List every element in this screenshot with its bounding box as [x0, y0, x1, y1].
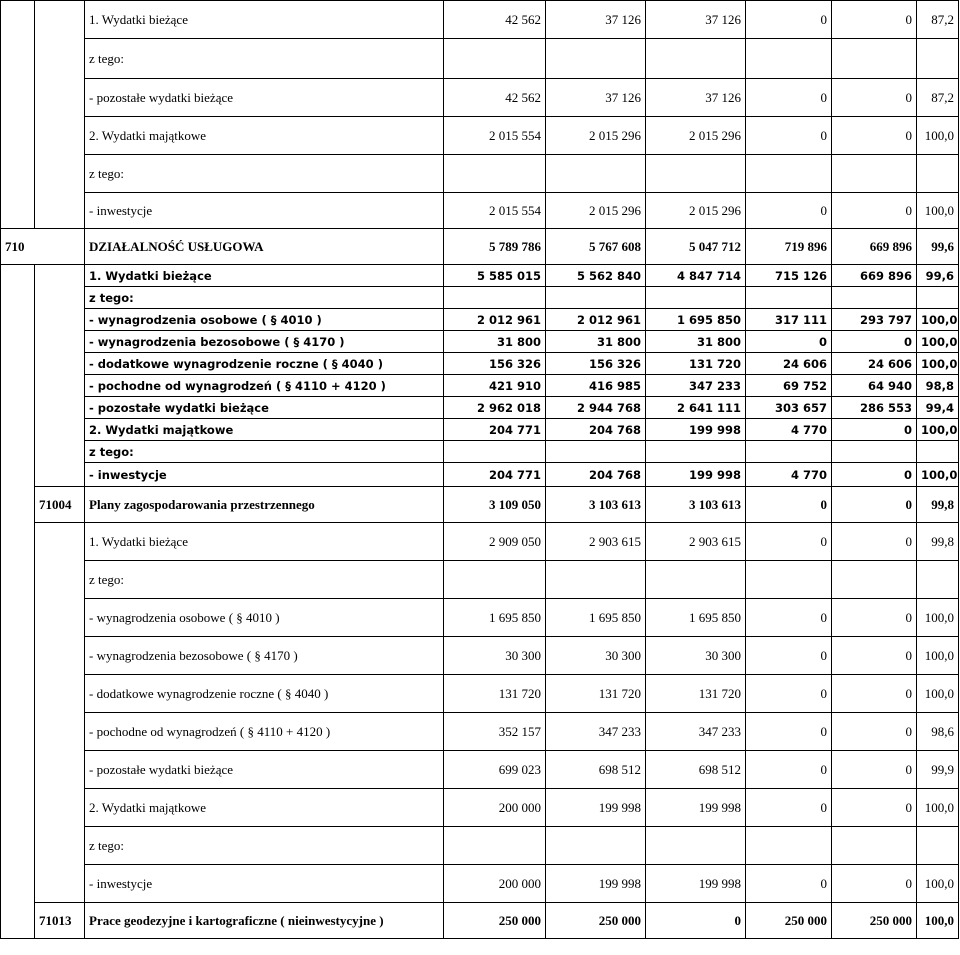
section-cell [35, 375, 85, 397]
value-col-6: 87,2 [917, 1, 959, 39]
value-col-3 [646, 827, 746, 865]
item-description: - pochodne od wynagrodzeń ( § 4110 + 4120 ) [85, 713, 444, 751]
value-col-2: 199 998 [546, 865, 646, 903]
table-row [1, 155, 959, 193]
value-col-5: 286 553 [832, 397, 917, 419]
value-col-2 [546, 561, 646, 599]
section-cell [35, 441, 85, 463]
value-col-5: 0 [832, 675, 917, 713]
value-col-6: 100,0 [917, 331, 959, 353]
item-description: 2. Wydatki majątkowe [85, 419, 444, 441]
item-description: 1. Wydatki bieżące [85, 523, 444, 561]
chapter-cell [1, 309, 35, 331]
value-col-4: 0 [746, 637, 832, 675]
value-col-2: 2 903 615 [546, 523, 646, 561]
value-col-2: 2 012 961 [546, 309, 646, 331]
value-col-4: 0 [746, 331, 832, 353]
value-col-6: 100,0 [917, 675, 959, 713]
table-row [1, 397, 959, 419]
value-col-1 [444, 287, 546, 309]
value-col-2: 2 015 296 [546, 193, 646, 229]
chapter-cell [1, 79, 35, 117]
value-col-6: 100,0 [917, 789, 959, 827]
item-description: z tego: [85, 441, 444, 463]
value-col-5: 0 [832, 751, 917, 789]
value-col-6: 100,0 [917, 865, 959, 903]
value-col-1: 42 562 [444, 79, 546, 117]
table-row [1, 487, 959, 523]
section-cell [35, 675, 85, 713]
value-col-2: 1 695 850 [546, 599, 646, 637]
value-col-3: 31 800 [646, 331, 746, 353]
value-col-3: 1 695 850 [646, 309, 746, 331]
item-description: z tego: [85, 561, 444, 599]
value-col-5: 0 [832, 419, 917, 441]
value-col-3 [646, 39, 746, 79]
table-row [1, 229, 959, 265]
value-col-1: 200 000 [444, 789, 546, 827]
section-cell [35, 463, 85, 487]
value-col-6: 99,4 [917, 397, 959, 419]
table-row [1, 675, 959, 713]
value-col-5: 0 [832, 789, 917, 827]
value-col-6 [917, 561, 959, 599]
item-description: z tego: [85, 827, 444, 865]
value-col-4: 0 [746, 1, 832, 39]
value-col-1: 421 910 [444, 375, 546, 397]
table-row [1, 637, 959, 675]
chapter-cell [1, 1, 35, 39]
value-col-2 [546, 287, 646, 309]
value-col-1: 30 300 [444, 637, 546, 675]
value-col-3: 37 126 [646, 79, 746, 117]
table-row [1, 265, 959, 287]
value-col-5: 24 606 [832, 353, 917, 375]
value-col-4: 0 [746, 79, 832, 117]
table-row [1, 309, 959, 331]
chapter-cell [1, 827, 35, 865]
chapter-code: 710 [1, 229, 85, 265]
chapter-cell [1, 155, 35, 193]
value-col-3 [646, 561, 746, 599]
value-col-4 [746, 287, 832, 309]
value-col-3: 1 695 850 [646, 599, 746, 637]
value-col-6: 98,6 [917, 713, 959, 751]
section-cell [35, 155, 85, 193]
value-col-1: 5 789 786 [444, 229, 546, 265]
item-description: - wynagrodzenia bezosobowe ( § 4170 ) [85, 637, 444, 675]
value-col-2: 204 768 [546, 463, 646, 487]
value-col-2: 347 233 [546, 713, 646, 751]
section-cell [35, 331, 85, 353]
table-row [1, 713, 959, 751]
section-cell [35, 827, 85, 865]
value-col-3: 30 300 [646, 637, 746, 675]
value-col-5: 0 [832, 79, 917, 117]
table-row [1, 599, 959, 637]
section-cell [35, 287, 85, 309]
value-col-5 [832, 39, 917, 79]
value-col-4: 317 111 [746, 309, 832, 331]
value-col-1 [444, 39, 546, 79]
value-col-1: 156 326 [444, 353, 546, 375]
value-col-6: 100,0 [917, 903, 959, 939]
value-col-3: 347 233 [646, 713, 746, 751]
value-col-6 [917, 287, 959, 309]
item-description: Prace geodezyjne i kartograficzne ( nieinwestycyjne ) [85, 903, 444, 939]
value-col-2 [546, 441, 646, 463]
table-row [1, 79, 959, 117]
value-col-6: 100,0 [917, 463, 959, 487]
value-col-3 [646, 287, 746, 309]
value-col-1: 204 771 [444, 419, 546, 441]
value-col-5: 293 797 [832, 309, 917, 331]
table-row [1, 827, 959, 865]
value-col-6: 100,0 [917, 309, 959, 331]
value-col-5: 669 896 [832, 265, 917, 287]
chapter-cell [1, 39, 35, 79]
chapter-cell [1, 287, 35, 309]
value-col-6: 100,0 [917, 353, 959, 375]
value-col-2: 131 720 [546, 675, 646, 713]
chapter-cell [1, 375, 35, 397]
value-col-3: 698 512 [646, 751, 746, 789]
item-description: z tego: [85, 287, 444, 309]
chapter-cell [1, 599, 35, 637]
value-col-2: 199 998 [546, 789, 646, 827]
table-row [1, 561, 959, 599]
value-col-2: 30 300 [546, 637, 646, 675]
value-col-1: 200 000 [444, 865, 546, 903]
table-row [1, 117, 959, 155]
table-row [1, 751, 959, 789]
value-col-5 [832, 561, 917, 599]
value-col-1: 3 109 050 [444, 487, 546, 523]
value-col-3: 199 998 [646, 865, 746, 903]
value-col-4: 0 [746, 523, 832, 561]
item-description: - wynagrodzenia osobowe ( § 4010 ) [85, 599, 444, 637]
value-col-3: 2 903 615 [646, 523, 746, 561]
chapter-cell [1, 441, 35, 463]
item-description: Plany zagospodarowania przestrzennego [85, 487, 444, 523]
table-row [1, 523, 959, 561]
section-cell [35, 117, 85, 155]
value-col-3: 5 047 712 [646, 229, 746, 265]
table-row [1, 903, 959, 939]
item-description: - wynagrodzenia bezosobowe ( § 4170 ) [85, 331, 444, 353]
item-description: 1. Wydatki bieżące [85, 265, 444, 287]
value-col-1: 131 720 [444, 675, 546, 713]
value-col-1: 250 000 [444, 903, 546, 939]
section-code: 71004 [35, 487, 85, 523]
value-col-6: 100,0 [917, 599, 959, 637]
item-description: - dodatkowe wynagrodzenie roczne ( § 4040 ) [85, 675, 444, 713]
value-col-6 [917, 39, 959, 79]
chapter-cell [1, 789, 35, 827]
item-description: - inwestycje [85, 865, 444, 903]
value-col-3 [646, 441, 746, 463]
value-col-6 [917, 827, 959, 865]
value-col-5: 669 896 [832, 229, 917, 265]
table-row [1, 193, 959, 229]
section-cell [35, 599, 85, 637]
value-col-4: 0 [746, 865, 832, 903]
value-col-1: 352 157 [444, 713, 546, 751]
chapter-cell [1, 675, 35, 713]
value-col-6: 98,8 [917, 375, 959, 397]
value-col-6: 99,6 [917, 265, 959, 287]
value-col-2: 5 767 608 [546, 229, 646, 265]
section-cell [35, 865, 85, 903]
value-col-1: 42 562 [444, 1, 546, 39]
section-cell [35, 1, 85, 39]
item-description: z tego: [85, 39, 444, 79]
value-col-5 [832, 441, 917, 463]
value-col-4: 715 126 [746, 265, 832, 287]
section-cell [35, 523, 85, 561]
value-col-6: 99,8 [917, 523, 959, 561]
value-col-4: 4 770 [746, 463, 832, 487]
value-col-4: 4 770 [746, 419, 832, 441]
section-cell [35, 751, 85, 789]
table-row [1, 353, 959, 375]
value-col-2: 31 800 [546, 331, 646, 353]
value-col-4: 719 896 [746, 229, 832, 265]
value-col-6: 100,0 [917, 193, 959, 229]
value-col-6: 99,6 [917, 229, 959, 265]
value-col-5 [832, 827, 917, 865]
chapter-cell [1, 117, 35, 155]
chapter-cell [1, 397, 35, 419]
section-cell [35, 309, 85, 331]
value-col-4 [746, 39, 832, 79]
section-cell [35, 789, 85, 827]
value-col-4: 303 657 [746, 397, 832, 419]
value-col-5 [832, 155, 917, 193]
table-row [1, 865, 959, 903]
value-col-5: 0 [832, 117, 917, 155]
value-col-3: 131 720 [646, 675, 746, 713]
value-col-4 [746, 441, 832, 463]
budget-table-body [1, 1, 959, 939]
value-col-6: 99,8 [917, 487, 959, 523]
value-col-1: 2 015 554 [444, 193, 546, 229]
value-col-3: 131 720 [646, 353, 746, 375]
chapter-cell [1, 903, 35, 939]
item-description: - inwestycje [85, 463, 444, 487]
value-col-5: 0 [832, 523, 917, 561]
value-col-4: 0 [746, 751, 832, 789]
value-col-1: 1 695 850 [444, 599, 546, 637]
value-col-4: 0 [746, 599, 832, 637]
chapter-cell [1, 865, 35, 903]
chapter-cell [1, 353, 35, 375]
value-col-3: 0 [646, 903, 746, 939]
value-col-1 [444, 441, 546, 463]
table-row [1, 331, 959, 353]
value-col-3: 199 998 [646, 419, 746, 441]
section-cell [35, 353, 85, 375]
value-col-2: 156 326 [546, 353, 646, 375]
value-col-1: 204 771 [444, 463, 546, 487]
item-description: 2. Wydatki majątkowe [85, 117, 444, 155]
value-col-4: 24 606 [746, 353, 832, 375]
value-col-1: 5 585 015 [444, 265, 546, 287]
value-col-3: 347 233 [646, 375, 746, 397]
value-col-1 [444, 827, 546, 865]
value-col-4 [746, 155, 832, 193]
value-col-3: 3 103 613 [646, 487, 746, 523]
item-description: DZIAŁALNOŚĆ USŁUGOWA [85, 229, 444, 265]
value-col-1: 2 015 554 [444, 117, 546, 155]
section-cell [35, 265, 85, 287]
value-col-2 [546, 827, 646, 865]
value-col-5: 0 [832, 193, 917, 229]
value-col-3: 199 998 [646, 789, 746, 827]
chapter-cell [1, 637, 35, 675]
section-cell [35, 637, 85, 675]
item-description: - pozostałe wydatki bieżące [85, 751, 444, 789]
section-cell [35, 419, 85, 441]
value-col-2: 416 985 [546, 375, 646, 397]
chapter-cell [1, 523, 35, 561]
value-col-3: 2 015 296 [646, 193, 746, 229]
value-col-3: 2 641 111 [646, 397, 746, 419]
value-col-1: 31 800 [444, 331, 546, 353]
value-col-2: 2 015 296 [546, 117, 646, 155]
section-cell [35, 79, 85, 117]
section-cell [35, 561, 85, 599]
value-col-5: 0 [832, 637, 917, 675]
value-col-1 [444, 561, 546, 599]
chapter-cell [1, 713, 35, 751]
value-col-6: 99,9 [917, 751, 959, 789]
table-row [1, 463, 959, 487]
value-col-2: 3 103 613 [546, 487, 646, 523]
value-col-5: 0 [832, 599, 917, 637]
chapter-cell [1, 561, 35, 599]
item-description: 1. Wydatki bieżące [85, 1, 444, 39]
section-cell [35, 193, 85, 229]
value-col-5: 64 940 [832, 375, 917, 397]
item-description: - pochodne od wynagrodzeń ( § 4110 + 4120 ) [85, 375, 444, 397]
table-row [1, 1, 959, 39]
value-col-2 [546, 155, 646, 193]
item-description: - wynagrodzenia osobowe ( § 4010 ) [85, 309, 444, 331]
value-col-6: 87,2 [917, 79, 959, 117]
item-description: - dodatkowe wynagrodzenie roczne ( § 4040 ) [85, 353, 444, 375]
value-col-6 [917, 155, 959, 193]
value-col-2 [546, 39, 646, 79]
value-col-2: 5 562 840 [546, 265, 646, 287]
value-col-3: 2 015 296 [646, 117, 746, 155]
value-col-4: 0 [746, 487, 832, 523]
value-col-4 [746, 561, 832, 599]
value-col-1: 2 962 018 [444, 397, 546, 419]
value-col-1: 2 012 961 [444, 309, 546, 331]
value-col-6: 100,0 [917, 637, 959, 675]
value-col-6 [917, 441, 959, 463]
value-col-4: 69 752 [746, 375, 832, 397]
section-cell [35, 713, 85, 751]
item-description: 2. Wydatki majątkowe [85, 789, 444, 827]
value-col-2: 2 944 768 [546, 397, 646, 419]
chapter-cell [1, 331, 35, 353]
value-col-5: 0 [832, 487, 917, 523]
chapter-cell [1, 265, 35, 287]
table-row [1, 287, 959, 309]
value-col-3: 37 126 [646, 1, 746, 39]
value-col-4: 250 000 [746, 903, 832, 939]
table-row [1, 419, 959, 441]
value-col-5: 0 [832, 463, 917, 487]
value-col-6: 100,0 [917, 117, 959, 155]
value-col-4: 0 [746, 713, 832, 751]
table-row [1, 375, 959, 397]
value-col-5: 0 [832, 713, 917, 751]
item-description: z tego: [85, 155, 444, 193]
value-col-2: 250 000 [546, 903, 646, 939]
table-row [1, 39, 959, 79]
value-col-3: 199 998 [646, 463, 746, 487]
value-col-4: 0 [746, 117, 832, 155]
chapter-cell [1, 487, 35, 523]
value-col-5: 0 [832, 331, 917, 353]
value-col-2: 204 768 [546, 419, 646, 441]
value-col-1: 699 023 [444, 751, 546, 789]
section-code: 71013 [35, 903, 85, 939]
value-col-1 [444, 155, 546, 193]
value-col-5 [832, 287, 917, 309]
chapter-cell [1, 463, 35, 487]
value-col-4: 0 [746, 675, 832, 713]
value-col-4 [746, 827, 832, 865]
value-col-2: 37 126 [546, 1, 646, 39]
chapter-cell [1, 751, 35, 789]
value-col-3 [646, 155, 746, 193]
value-col-1: 2 909 050 [444, 523, 546, 561]
item-description: - inwestycje [85, 193, 444, 229]
section-cell [35, 397, 85, 419]
value-col-4: 0 [746, 193, 832, 229]
value-col-5: 250 000 [832, 903, 917, 939]
table-row [1, 441, 959, 463]
chapter-cell [1, 193, 35, 229]
value-col-5: 0 [832, 865, 917, 903]
item-description: - pozostałe wydatki bieżące [85, 397, 444, 419]
value-col-3: 4 847 714 [646, 265, 746, 287]
chapter-cell [1, 419, 35, 441]
item-description: - pozostałe wydatki bieżące [85, 79, 444, 117]
value-col-5: 0 [832, 1, 917, 39]
value-col-2: 37 126 [546, 79, 646, 117]
value-col-4: 0 [746, 789, 832, 827]
table-row [1, 789, 959, 827]
value-col-6: 100,0 [917, 419, 959, 441]
value-col-2: 698 512 [546, 751, 646, 789]
section-cell [35, 39, 85, 79]
